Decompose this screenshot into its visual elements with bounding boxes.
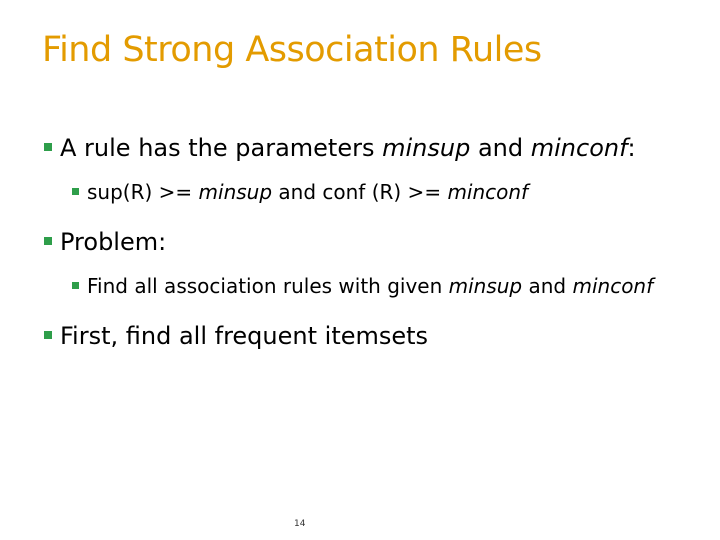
- bullet-square-icon: [44, 331, 52, 339]
- bullet-square-icon: [72, 282, 79, 289]
- slide-title: Find Strong Association Rules: [42, 30, 542, 70]
- bullet-square-icon: [44, 237, 52, 245]
- bullet-text: Problem:: [60, 228, 167, 256]
- bullet-square-icon: [44, 143, 52, 151]
- bullet-square-icon: [72, 188, 79, 195]
- bullet-text: Find all association rules with given minsup and minconf: [87, 274, 654, 298]
- bullet-rule-parameters: [44, 134, 636, 162]
- bullet-problem: [44, 228, 166, 256]
- sub-bullet-sup-conf: [72, 180, 528, 204]
- bullet-text: First, find all frequent itemsets: [60, 322, 429, 350]
- page-number: 14: [294, 519, 306, 529]
- bullet-text: sup(R) >= minsup and conf (R) >= minconf: [87, 180, 529, 204]
- bullet-text: A rule has the parameters minsup and minconf:: [60, 134, 636, 162]
- sub-bullet-find-rules: [72, 274, 653, 298]
- bullet-first-step: [44, 322, 428, 350]
